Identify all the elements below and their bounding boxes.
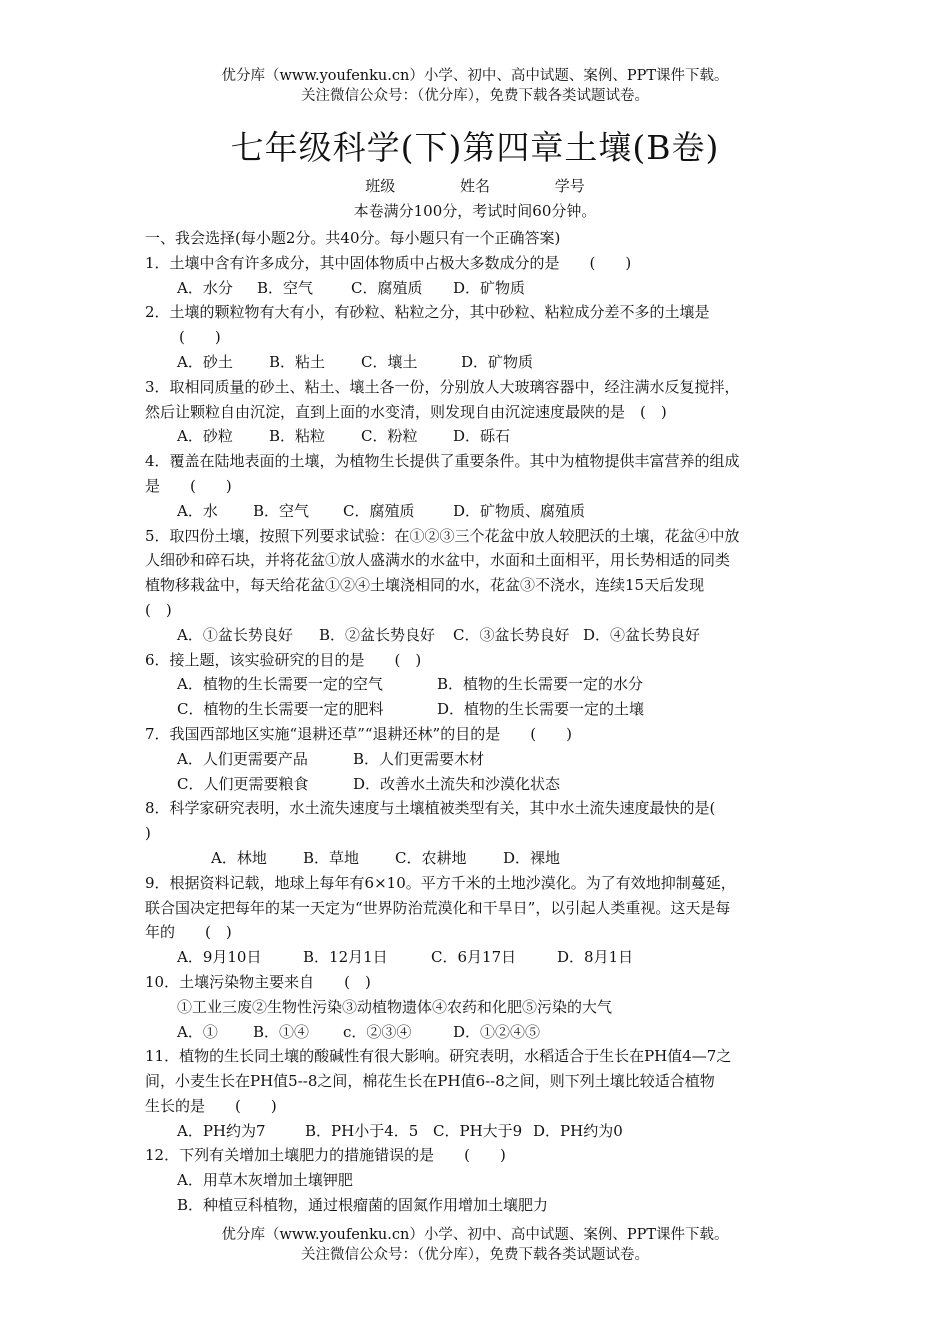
option: B．草地 <box>303 848 360 867</box>
option: B．粘土 <box>269 352 326 371</box>
option: B．空气 <box>253 501 310 520</box>
question-5-stem-cont: 人细砂和碎石块，并将花盆①放人盛满水的水盆中，水面和土面相平，用长势相适的同类 <box>145 551 731 570</box>
option: C．腐殖质 <box>343 501 415 520</box>
question-5-answer-paren: ( ) <box>145 600 172 619</box>
section-heading: 一、我会选择(每小题2分。共40分。每小题只有一个正确答案) <box>145 229 561 247</box>
option: D．8月1日 <box>557 948 634 967</box>
option: B．空气 <box>257 278 314 297</box>
option: A．人们更需要产品 <box>177 749 308 768</box>
footer-line-2: 关注微信公众号：（优分库），免费下载各类试题试卷。 <box>301 1247 649 1263</box>
class-field-label: 班级 <box>365 177 396 195</box>
name-field-label: 姓名 <box>459 177 490 195</box>
option: D．裸地 <box>503 848 561 867</box>
option: C．粉粒 <box>361 427 418 446</box>
option: D．砾石 <box>453 427 511 446</box>
option: C．PH大于9 <box>433 1121 523 1140</box>
question-6-stem: 6．接上题，该实验研究的目的是 ( ) <box>145 650 422 669</box>
option: D．植物的生长需要一定的土壤 <box>437 700 645 719</box>
question-2-stem: 2．土壤的颗粒物有大有小，有砂粒、粘粒之分，其中砂粒、粘粒成分差不多的土壤是 <box>145 303 710 322</box>
question-5-stem-cont: 植物移栽盆中，每天给花盆①②④土壤浇相同的水，花盆③不浇水，连续15天后发现 <box>145 576 705 595</box>
exam-title: 七年级科学(下)第四章土壤(B卷) <box>230 128 720 167</box>
question-9-stem-cont: 联合国决定把每年的某一天定为“世界防治荒漠化和干旱日”，以引起人类重视。这天是每 <box>145 898 731 917</box>
question-5-stem: 5．取四份土壤，按照下列要求试验：在①②③三个花盆中放人较肥沃的土壤，花盆④中放 <box>145 526 740 545</box>
option: A．9月10日 <box>177 948 262 967</box>
option: A．植物的生长需要一定的空气 <box>177 675 383 694</box>
question-7-options-row-2 <box>145 772 815 797</box>
question-4-stem: 4．覆盖在陆地表面的土壤，为植物生长提供了重要条件。其中为植物提供丰富营养的组成 <box>145 452 740 471</box>
header-line-2: 关注微信公众号：（优分库），免费下载各类试题试卷。 <box>301 88 649 104</box>
question-3-stem-cont: 然后让颗粒自由沉淀，直到上面的水变清，则发现自由沉淀速度最陕的是 ( ) <box>145 402 667 421</box>
option: B．12月1日 <box>303 948 388 967</box>
option: C．③盆长势良好 <box>453 625 570 644</box>
option: A．砂粒 <box>177 427 233 446</box>
exam-body <box>145 226 815 1218</box>
option: A．PH约为7 <box>177 1121 266 1140</box>
question-8-stem: 8．科学家研究表明，水土流失速度与土壤植被类型有关，其中水土流失速度最快的是( <box>145 799 716 818</box>
option: c．②③④ <box>343 1022 412 1041</box>
question-1-stem: 1．土壤中含有许多成分，其中固体物质中占极大多数成分的是 ( ) <box>145 253 632 272</box>
question-9-stem: 9．根据资料记载，地球上每年有6×10。平方千米的土地沙漠化。为了有效地抑制蔓延， <box>145 873 736 892</box>
question-12-option-b: B．种植豆科植物，通过根瘤菌的固氮作用增加土壤肥力 <box>177 1196 549 1215</box>
option: C．6月17日 <box>431 948 517 967</box>
option: A．①盆长势良好 <box>177 625 293 644</box>
question-1-options <box>145 276 815 301</box>
option: C．腐殖质 <box>351 278 423 297</box>
question-6-options-row-2 <box>145 697 815 722</box>
question-11-stem-cont: 生长的是 ( ) <box>145 1096 277 1115</box>
option: D．PH约为0 <box>533 1121 623 1140</box>
question-5-options <box>145 623 815 648</box>
option: B．植物的生长需要一定的水分 <box>437 675 644 694</box>
option: D．改善水土流失和沙漠化状态 <box>353 774 561 793</box>
question-10-source-list: ①工业三废②生物性污染③动植物遗体④农药和化肥⑤污染的大气 <box>177 997 613 1016</box>
question-3-stem: 3．取相同质量的砂土、粘土、壤土各一份，分别放人大玻璃容器中，经注满水反复搅拌， <box>145 377 740 396</box>
option: D．矿物质、腐殖质 <box>453 501 586 520</box>
option: D．①②④⑤ <box>453 1022 541 1041</box>
option: A．水分 <box>177 278 233 297</box>
question-11-stem-cont: 间，小麦生长在PH值5--8之间，棉花生长在PH值6--8之间，则下列土壤比较适合植物 <box>145 1072 715 1091</box>
option: A．水 <box>177 501 218 520</box>
question-11-stem: 11．植物的生长同土壤的酸碱性有很大影响。研究表明，水稻适合于生长在PH值4—7之 <box>145 1047 732 1066</box>
exam-note: 本卷满分100分，考试时间60分钟。 <box>353 202 597 220</box>
number-field-label: 学号 <box>554 177 585 195</box>
option: A．① <box>177 1022 218 1041</box>
question-2-answer-paren: ( ) <box>179 328 221 347</box>
option: B．①④ <box>253 1022 310 1041</box>
question-7-options-row-1 <box>145 747 815 772</box>
student-fields <box>0 175 950 197</box>
question-6-options-row-1 <box>145 672 815 697</box>
question-8-options <box>145 846 815 871</box>
option: B．②盆长势良好 <box>319 625 436 644</box>
question-9-options <box>145 945 815 970</box>
question-2-options <box>145 350 815 375</box>
footer-line-1: 优分库（www.youfenku.cn）小学、初中、高中试题、案例、PPT课件下载。 <box>221 1227 729 1243</box>
question-10-options <box>145 1020 815 1045</box>
question-12-option-a: A．用草木灰增加土壤钾肥 <box>177 1171 353 1190</box>
option: D．矿物质 <box>453 278 526 297</box>
option: D．④盆长势良好 <box>583 625 701 644</box>
question-4-options <box>145 499 815 524</box>
question-9-stem-cont: 年的 ( ) <box>145 923 232 942</box>
option: C．农耕地 <box>395 848 467 867</box>
option: C．壤土 <box>361 352 418 371</box>
question-12-stem: 12．下列有关增加土壤肥力的措施错误的是 ( ) <box>145 1146 506 1165</box>
page-header <box>0 66 950 106</box>
option: D．矿物质 <box>461 352 534 371</box>
option: B．人们更需要木材 <box>353 749 485 768</box>
option: C．植物的生长需要一定的肥料 <box>177 700 384 719</box>
option: B．粘粒 <box>269 427 326 446</box>
option: A．砂土 <box>177 352 233 371</box>
question-8-stem-cont: ) <box>145 824 151 843</box>
question-7-stem: 7．我国西部地区实施“退耕还草”“退耕还林”的目的是 ( ) <box>145 724 572 743</box>
question-11-options <box>145 1119 815 1144</box>
option: C．人们更需要粮食 <box>177 774 309 793</box>
question-4-stem-cont: 是 ( ) <box>145 476 232 495</box>
option: B．PH小于4．5 <box>305 1121 419 1140</box>
question-10-stem: 10．土壤污染物主要来自 ( ) <box>145 972 371 991</box>
header-line-1: 优分库（www.youfenku.cn）小学、初中、高中试题、案例、PPT课件下载。 <box>221 68 729 84</box>
option: A．林地 <box>211 848 267 867</box>
page-footer <box>0 1225 950 1265</box>
question-3-options <box>145 424 815 449</box>
